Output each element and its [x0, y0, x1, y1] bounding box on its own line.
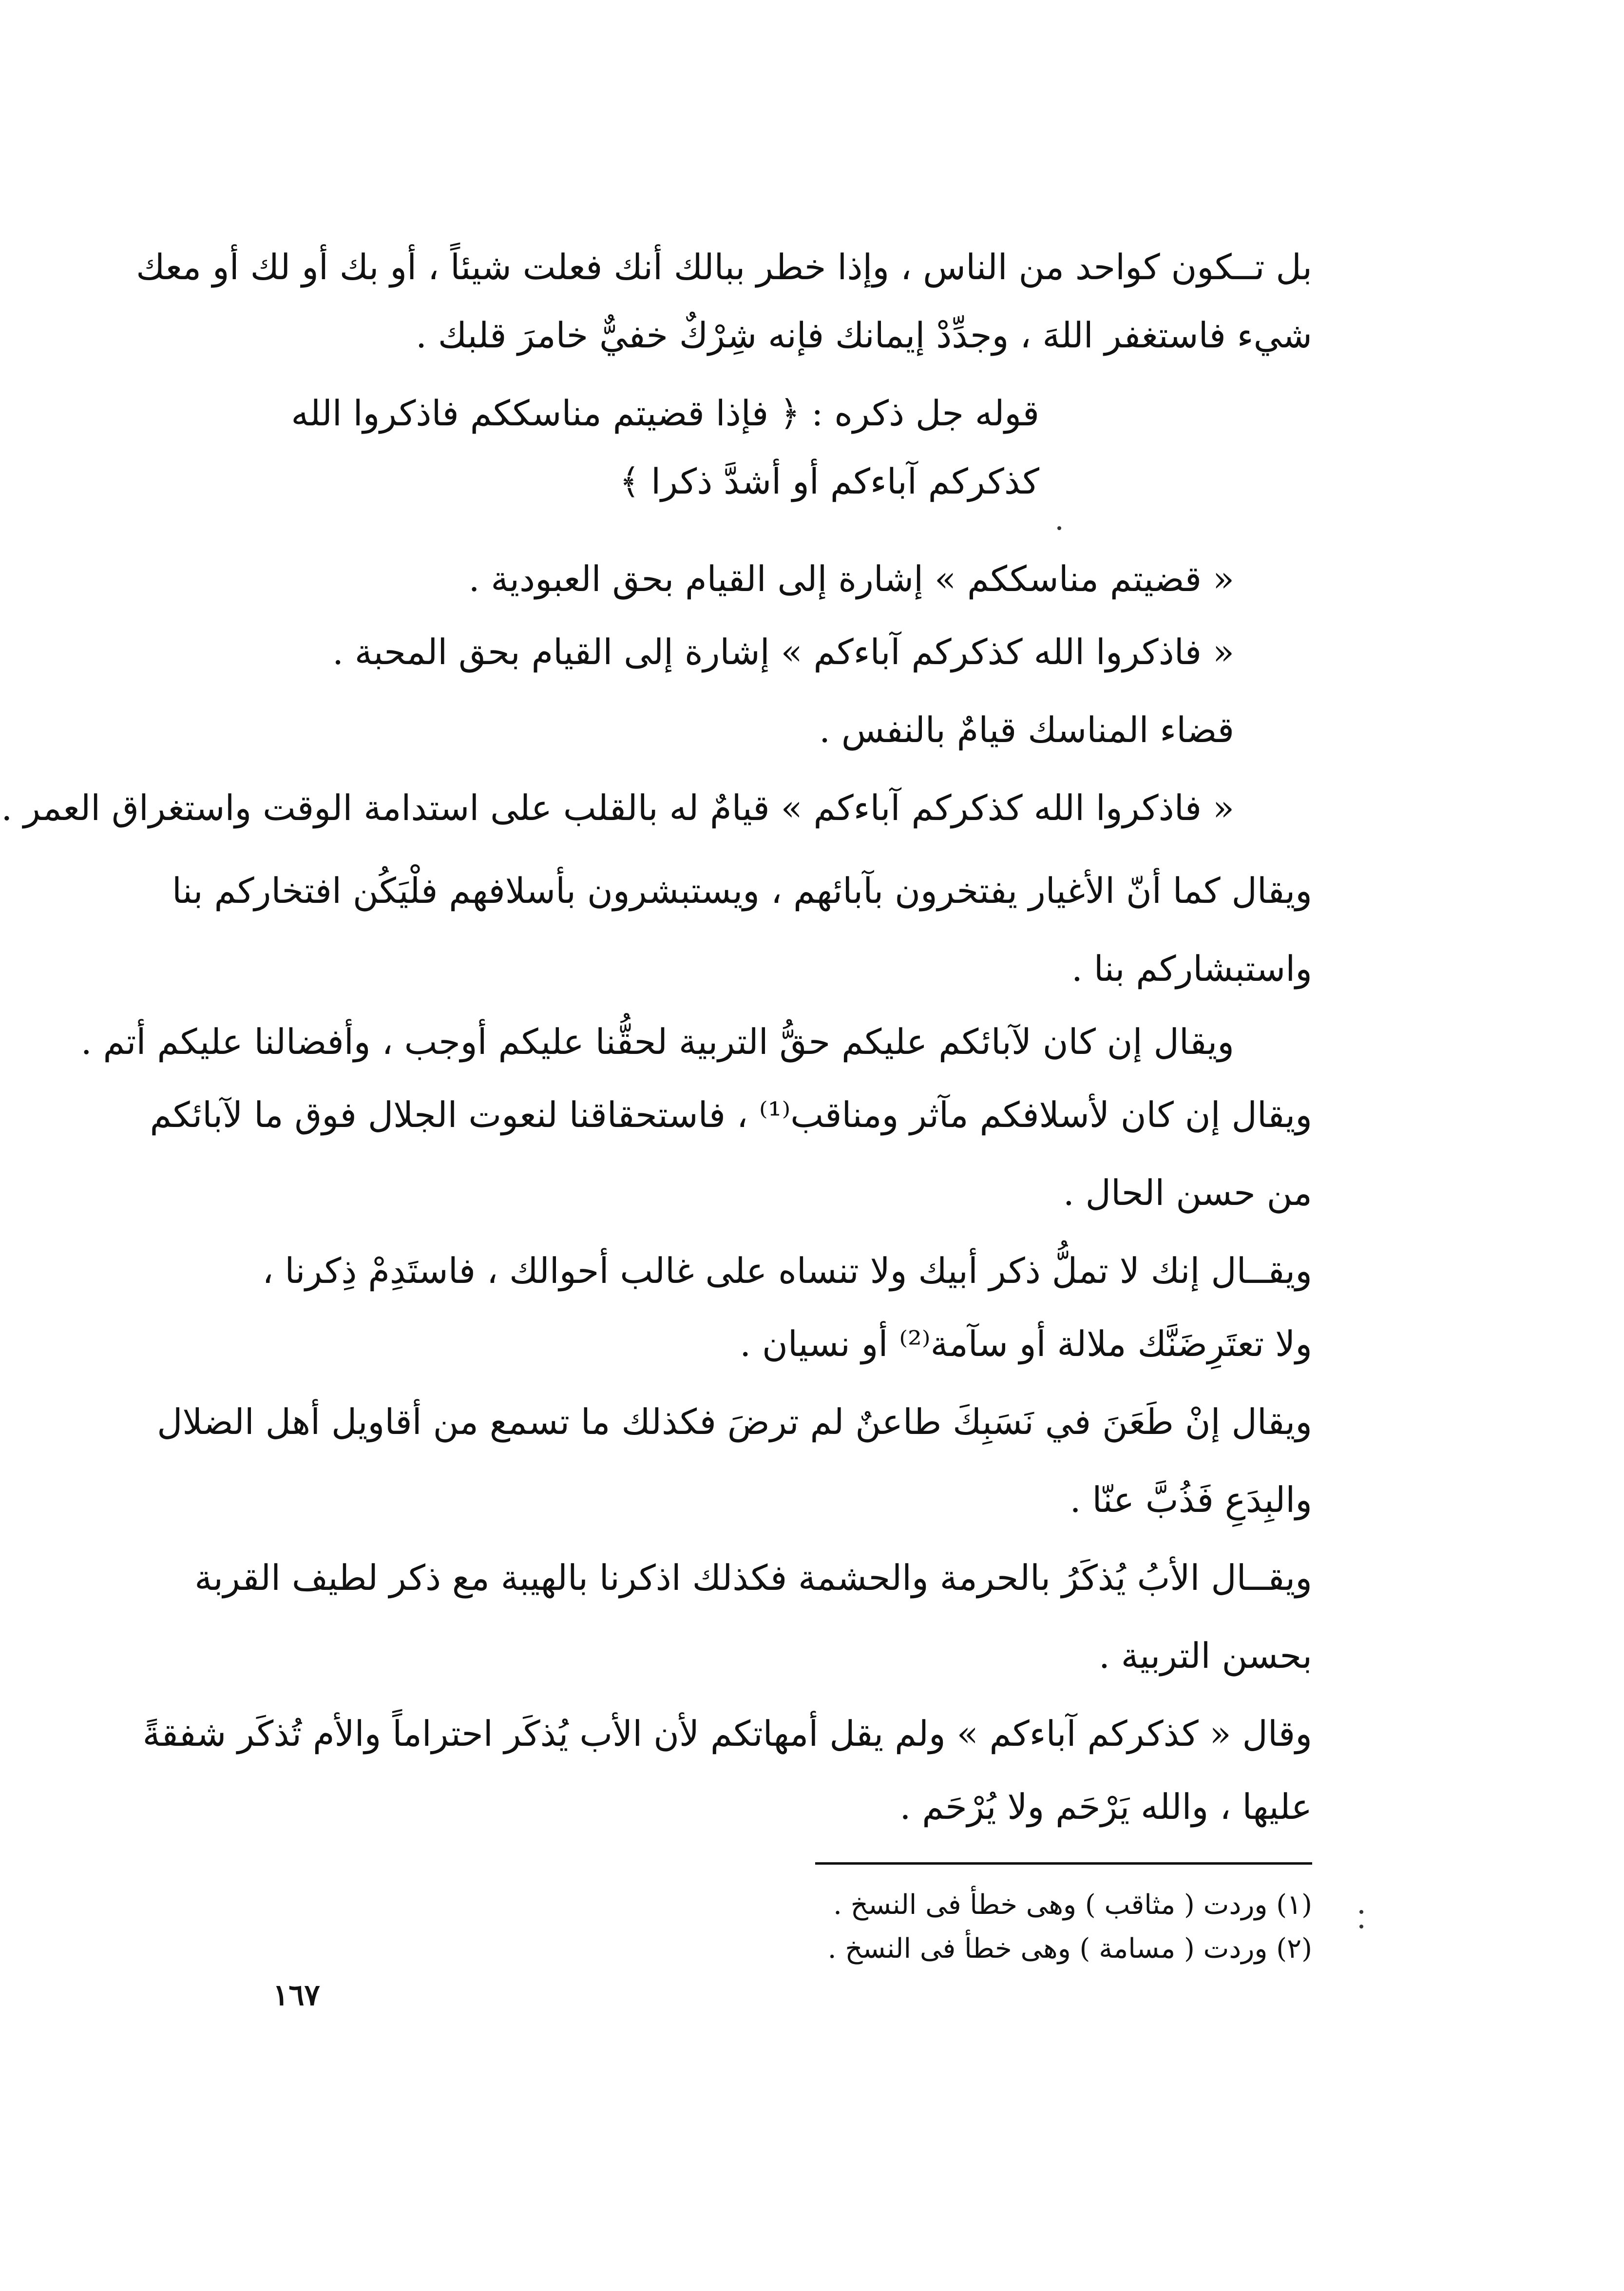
text-line-10: واستبشاركم بنا .	[1071, 948, 1312, 989]
footnote-2: (٢) وردت ( مسامة ) وهى خطأ فى النسخ .	[827, 1933, 1312, 1965]
text-line-7: قضاء المناسك قيامٌ بالنفس .	[819, 709, 1234, 750]
text-line-15: ولا تعتَرِضَنَّك ملالة أو سآمة⁽²⁾ أو نسيان .	[740, 1323, 1312, 1364]
text-line-18: ويقــال الأبُ يُذكَرُ بالحرمة والحشمة فكذلك اذكرنا بالهيبة مع ذكر لطيف القربة	[194, 1557, 1312, 1598]
text-line-14: ويقــال إنك لا تملُّ ذكر أبيك ولا تنساه على غالب أحوالك ، فاستَدِمْ ذِكرنا ،	[262, 1250, 1312, 1291]
text-line-2: شيء فاستغفر اللهَ ، وجدِّدْ إيمانك فإنه شِرْكٌ خفيٌّ خامرَ قلبك .	[416, 315, 1312, 356]
footnote-1: (١) وردت ( مثاقب ) وهى خطأ فى النسخ .	[833, 1889, 1312, 1921]
text-line-13: من حسن الحال .	[1063, 1172, 1312, 1213]
page-number: ١٦٧	[273, 1978, 320, 2012]
footnote-separator	[815, 1862, 1312, 1865]
verse-heading-line-1: قوله جل ذكره : ﴿ فإذا قضيتم مناسككم فاذكروا الله	[291, 393, 1039, 434]
text-line-6: « فاذكروا الله كذكركم آباءكم » إشارة إلى القيام بحق المحبة .	[332, 631, 1234, 672]
text-line-16: ويقال إنْ طَعَنَ في نَسَبِكَ طاعنٌ لم ترضَ فكذلك ما تسمع من أقاويل أهل الضلال	[157, 1401, 1312, 1442]
verse-heading-line-2: كذكركم آباءكم أو أشدَّ ذكرا ﴾	[619, 461, 1039, 502]
text-line-21: عليها ، والله يَرْحَم ولا يُرْحَم .	[899, 1786, 1312, 1827]
text-line-11: ويقال إن كان لآبائكم عليكم حقُّ التربية لحقُّنا عليكم أوجب ، وأفضالنا عليكم أتم .	[80, 1021, 1234, 1062]
text-line-19: بحسن التربية .	[1099, 1635, 1312, 1676]
text-line-5: « قضيتم مناسككم » إشارة إلى القيام بحق العبودية .	[468, 558, 1234, 599]
stray-mark	[1057, 526, 1061, 530]
margin-mark	[1359, 1910, 1363, 1914]
text-line-20: وقال « كذكركم آباءكم » ولم يقل أمهاتكم لأن الأب يُذكَر احتراماً والأم تُذكَر شفقةً	[142, 1713, 1312, 1754]
text-line-12: ويقال إن كان لأسلافكم مآثر ومناقب⁽¹⁾ ، فاستحقاقنا لنعوت الجلال فوق ما لآبائكم	[150, 1094, 1312, 1135]
text-line-1: بل تــكون كواحد من الناس ، وإذا خطر ببالك أنك فعلت شيئاً ، أو بك أو لك أو معك	[136, 247, 1312, 287]
text-line-9: ويقال كما أنّ الأغيار يفتخرون بآبائهم ، ويستبشرون بأسلافهم فلْيَكُن افتخاركم بنا	[172, 870, 1312, 911]
margin-mark	[1359, 1925, 1363, 1928]
text-line-8: « فاذكروا الله كذكركم آباءكم » قيامٌ له بالقلب على استدامة الوقت واستغراق العمر .	[1, 787, 1234, 828]
text-line-17: والبِدَعِ فَذُبَّ عنّا .	[1070, 1479, 1312, 1520]
